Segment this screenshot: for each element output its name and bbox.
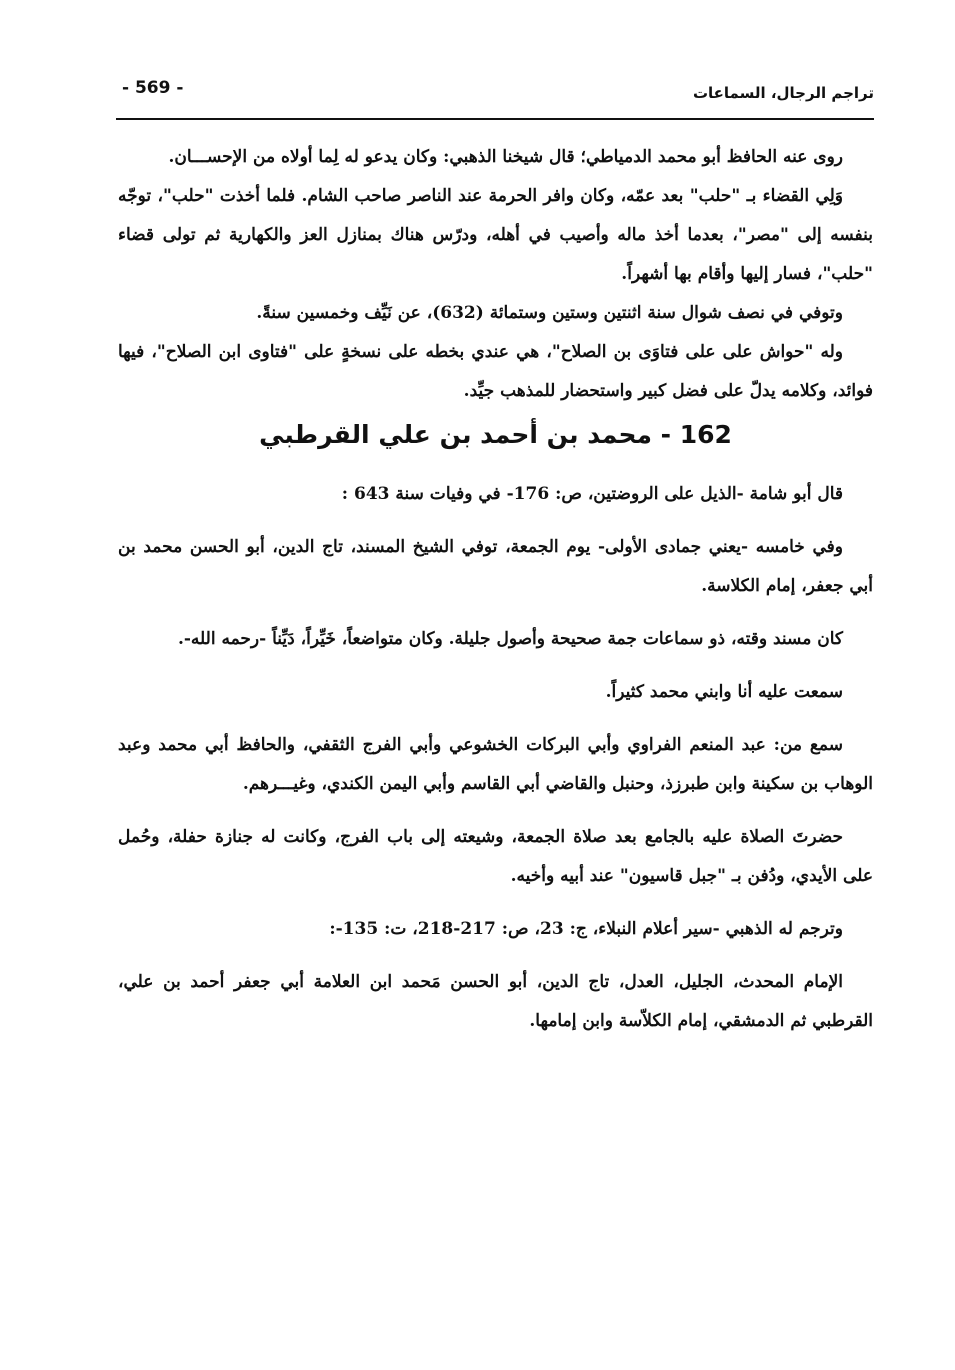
paragraph: وَلِي القضاء بـ "حلب" بعد عمّه، وكان وافر الحرمة عند الناصر صاحب الشام. فلما أخذت "حلب"، توجّه بنفسه إلى "مصر"، بعدما أخذ ماله وأصيب في أهله، ودرّس هناك بمنازل العز والكهارية ثم تولى قضاء "حلب"، فسار إليها وأقام بها أشهراً. bbox=[118, 186, 873, 284]
paragraph: حضرتَ الصلاة عليه بالجامع بعد صلاة الجمعة، وشيعته إلى باب الفرج، وكانت له جنازة حفلة، وحُمل على الأيدي، ودُفن بـ "جبل قاسيون" عند أبيه وأخيه. bbox=[118, 827, 873, 886]
page-number: - 569 - bbox=[122, 78, 184, 98]
header-rule bbox=[116, 118, 874, 120]
running-header bbox=[112, 78, 874, 112]
paragraph: سمعت عليه أنا وابني محمد كثيراً. bbox=[605, 682, 843, 702]
running-title: تراجم الرجال، السماعات bbox=[692, 84, 874, 102]
entry-heading: 162 - محمد بن أحمد بن علي القرطبي bbox=[259, 420, 732, 449]
paragraph: روى عنه الحافظ أبو محمد الدمياطي؛ قال شيخنا الذهبي: وكان يدعو له لِما أولاه من الإحســـان. bbox=[168, 147, 843, 167]
paragraph: وله "حواش على على فتاوَى بن الصلاح"، هي عندي بخطه على نسخةٍ على "فتاوى ابن الصلاح"، فيها فوائد، وكلامه يدلّ على فضل كبير واستحضار للمذهب جيِّد. bbox=[118, 342, 873, 401]
paragraph: قال أبو شامة -الذيل على الروضتين، ص: 176- في وفيات سنة 643 : bbox=[341, 484, 843, 504]
paragraph: وفي خامسه -يعني جمادى الأولى- يوم الجمعة، توفي الشيخ المسند، تاج الدين، أبو الحسن محمد بن أبي جعفر، إمام الكلاسة. bbox=[118, 537, 873, 596]
paragraph: وتوفي في نصف شوال سنة اثنتين وستين وستمائة (632)، عن نَيِّف وخمسين سنةً. bbox=[256, 303, 843, 323]
paragraph: كان مسند وقته، ذو سماعات جمة صحيحة وأصول جليلة. وكان متواضعاً، خَيِّراً، دَيِّناً -رحمه الله-. bbox=[177, 629, 843, 649]
body-text bbox=[118, 138, 873, 1055]
paragraph: سمع من: عبد المنعم الفراوي وأبي البركات الخشوعي وأبي الفرج الثقفي، والحافظ أبي محمد وعبد الوهاب بن سكينة وابن طبرزذ، وحنبل والقاضي أبي القاسم وأبي اليمن الكندي، وغيـــرهم. bbox=[118, 735, 873, 794]
paragraph: وترجم له الذهبي -سير أعلام النبلاء، ج: 23، ص: 217-218، ت: 135-: bbox=[329, 919, 843, 939]
paragraph: الإمام المحدث، الجليل، العدل، تاج الدين، أبو الحسن مَحمد ابن العلامة أبي جعفر أحمد بن علي، القرطبي ثم الدمشقي، إمام الكلاّسة وابن إمامها. bbox=[118, 972, 873, 1031]
